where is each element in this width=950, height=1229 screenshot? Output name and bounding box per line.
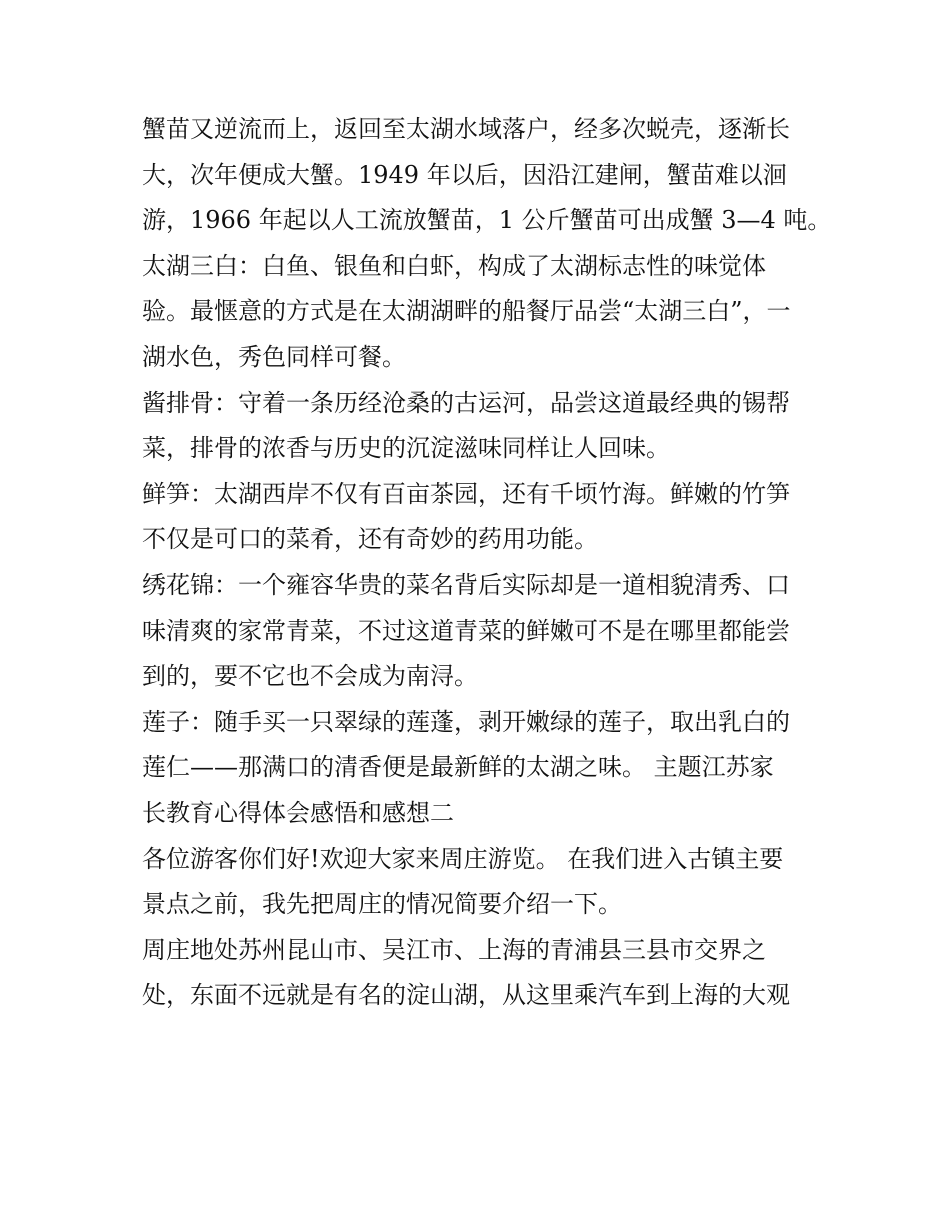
text-line: 味清爽的家常青菜，不过这道青菜的鲜嫩可不是在哪里都能尝: [142, 616, 790, 645]
text-line: 大，次年便成大蟹。1949 年以后，因沿江建闸，蟹苗难以洄: [142, 160, 787, 189]
text-line: 处，东面不远就是有名的淀山湖，从这里乘汽车到上海的大观: [142, 981, 790, 1010]
text-line: 酱排骨：守着一条历经沧桑的古运河，品尝这道最经典的锡帮: [142, 388, 790, 417]
text-line: 验。最惬意的方式是在太湖湖畔的船餐厅品尝“太湖三白”，一: [142, 297, 791, 326]
text-line: 太湖三白：白鱼、银鱼和白虾，构成了太湖标志性的味觉体: [142, 251, 766, 280]
document-body: [142, 107, 832, 1019]
text-line: 莲仁——那满口的清香便是最新鲜的太湖之味。 主题江苏家: [142, 753, 774, 782]
text-line: 绣花锦：一个雍容华贵的菜名背后实际却是一道相貌清秀、口: [142, 570, 790, 599]
text-line: 各位游客你们好!欢迎大家来周庄游览。 在我们进入古镇主要: [142, 844, 784, 873]
text-line: 不仅是可口的菜肴，还有奇妙的药用功能。: [142, 525, 598, 554]
text-line: 鲜笋：太湖西岸不仅有百亩茶园，还有千顷竹海。鲜嫩的竹笋: [142, 479, 790, 508]
text-line: 景点之前，我先把周庄的情况简要介绍一下。: [142, 890, 622, 919]
text-line: 游，1966 年起以人工流放蟹苗，1 公斤蟹苗可出成蟹 3—4 吨。: [142, 206, 832, 235]
text-line: 蟹苗又逆流而上，返回至太湖水域落户，经多次蜕壳，逐渐长: [142, 115, 790, 143]
text-line: 湖水色，秀色同样可餐。: [142, 342, 406, 371]
text-line: 到的，要不它也不会成为南浔。: [142, 662, 478, 691]
text-line: 长教育心得体会感悟和感想二: [142, 798, 454, 827]
text-line: 菜，排骨的浓香与历史的沉淀滋味同样让人回味。: [142, 434, 670, 463]
text-line: 莲子：随手买一只翠绿的莲蓬，剥开嫩绿的莲子，取出乳白的: [142, 707, 790, 736]
text-line: 周庄地处苏州昆山市、吴江市、上海的青浦县三县市交界之: [142, 935, 766, 964]
